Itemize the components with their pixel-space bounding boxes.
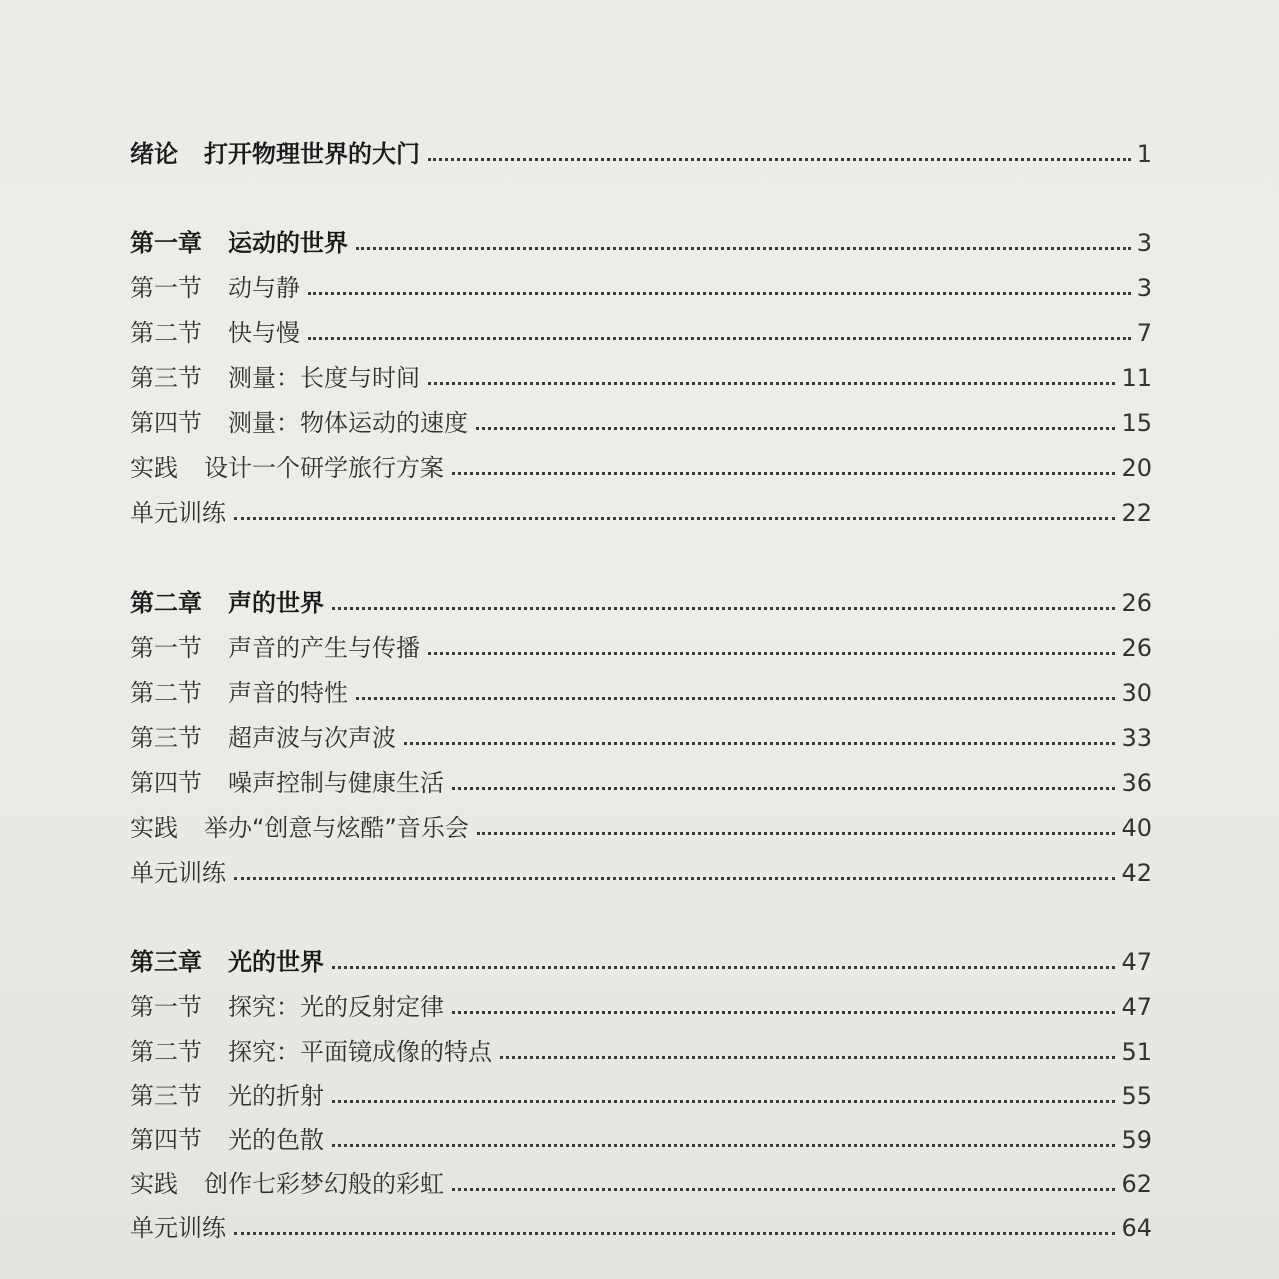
toc-label: 第四节 — [130, 409, 202, 437]
toc-page-number: 3 — [1136, 274, 1152, 302]
toc-title: 声音的特性 — [228, 679, 348, 707]
toc-page-number: 1 — [1136, 140, 1152, 168]
toc-title: 设计一个研学旅行方案 — [204, 454, 444, 482]
toc-title: 测量：长度与时间 — [228, 364, 420, 392]
toc-title: 超声波与次声波 — [228, 724, 396, 752]
toc-page-number: 33 — [1121, 724, 1152, 752]
toc-page-number: 51 — [1121, 1038, 1152, 1066]
toc-label: 第二节 — [130, 1038, 202, 1066]
toc-label: 第二节 — [130, 679, 202, 707]
toc-label: 第一节 — [130, 993, 202, 1021]
toc-section-row[interactable] — [130, 979, 1152, 1019]
toc-title: 打开物理世界的大门 — [204, 140, 420, 168]
leader-dots — [500, 1056, 1115, 1059]
toc-label: 第二章 — [130, 589, 202, 617]
toc-page-number: 30 — [1121, 679, 1152, 707]
toc-intro-row[interactable] — [130, 126, 1152, 166]
toc-chapter-row[interactable] — [130, 934, 1152, 974]
toc-entry-heading — [130, 142, 420, 166]
toc-entry-heading — [130, 1128, 324, 1152]
toc-label: 第三节 — [130, 364, 202, 392]
toc-practice-row[interactable] — [130, 800, 1152, 840]
leader-dots — [428, 652, 1115, 655]
toc-entry-heading — [130, 231, 348, 255]
toc-title: 举办“创意与炫酷”音乐会 — [204, 814, 469, 842]
leader-dots — [356, 697, 1115, 700]
toc-label: 实践 — [130, 814, 178, 842]
toc-page-number: 20 — [1121, 454, 1152, 482]
toc-page-number: 36 — [1121, 769, 1152, 797]
toc-section-row[interactable] — [130, 1068, 1152, 1108]
toc-page-number: 40 — [1121, 814, 1152, 842]
toc-label: 第一章 — [130, 229, 202, 257]
leader-dots — [234, 517, 1115, 520]
toc-title: 声的世界 — [228, 589, 324, 617]
toc-chapter-row[interactable] — [130, 215, 1152, 255]
toc-page-number: 42 — [1121, 859, 1152, 887]
leader-dots — [332, 607, 1115, 610]
toc-entry-heading — [130, 321, 300, 345]
toc-title: 光的折射 — [228, 1082, 324, 1110]
toc-page-number: 26 — [1121, 589, 1152, 617]
toc-label: 第三章 — [130, 948, 202, 976]
toc-page-number: 26 — [1121, 634, 1152, 662]
toc-exercise-row[interactable] — [130, 1200, 1152, 1240]
toc-section-row[interactable] — [130, 305, 1152, 345]
toc-label: 第一节 — [130, 634, 202, 662]
toc-title: 声音的产生与传播 — [228, 634, 420, 662]
toc-label: 第四节 — [130, 1126, 202, 1154]
leader-dots — [308, 337, 1131, 340]
toc-page-number: 15 — [1121, 409, 1152, 437]
leader-dots — [332, 966, 1115, 969]
leader-dots — [234, 1232, 1115, 1235]
leader-dots — [428, 158, 1131, 161]
toc-label: 第三节 — [130, 724, 202, 752]
toc-label: 第四节 — [130, 769, 202, 797]
leader-dots — [356, 247, 1131, 250]
toc-title: 探究：光的反射定律 — [228, 993, 444, 1021]
toc-chapter-row[interactable] — [130, 575, 1152, 615]
toc-section-row[interactable] — [130, 1024, 1152, 1064]
toc-title: 测量：物体运动的速度 — [228, 409, 468, 437]
toc-entry-heading — [130, 1172, 444, 1196]
toc-exercise-row[interactable] — [130, 845, 1152, 885]
toc-title: 探究：平面镜成像的特点 — [228, 1038, 492, 1066]
toc-title: 创作七彩梦幻般的彩虹 — [204, 1170, 444, 1198]
toc-entry-heading — [130, 366, 420, 390]
toc-entry-heading — [130, 995, 444, 1019]
leader-dots — [476, 427, 1115, 430]
toc-label: 实践 — [130, 1170, 178, 1198]
toc-label: 单元训练 — [130, 499, 226, 527]
toc-entry-heading — [130, 1216, 226, 1240]
toc-section-row[interactable] — [130, 665, 1152, 705]
toc-page-number: 64 — [1121, 1214, 1152, 1242]
leader-dots — [477, 832, 1116, 835]
toc-entry-heading — [130, 1040, 492, 1064]
toc-page-number: 47 — [1121, 993, 1152, 1021]
toc-practice-row[interactable] — [130, 1156, 1152, 1196]
toc-page-number: 22 — [1121, 499, 1152, 527]
toc-label: 第二节 — [130, 319, 202, 347]
toc-page-number: 55 — [1121, 1082, 1152, 1110]
toc-label: 第一节 — [130, 274, 202, 302]
toc-section-row[interactable] — [130, 755, 1152, 795]
toc-entry-heading — [130, 1084, 324, 1108]
toc-page-number: 47 — [1121, 948, 1152, 976]
toc-section-row[interactable] — [130, 395, 1152, 435]
leader-dots — [308, 292, 1131, 295]
leader-dots — [452, 472, 1115, 475]
toc-title: 快与慢 — [228, 319, 300, 347]
toc-entry-heading — [130, 591, 324, 615]
leader-dots — [234, 877, 1115, 880]
toc-title: 光的色散 — [228, 1126, 324, 1154]
toc-entry-heading — [130, 501, 226, 525]
leader-dots — [452, 787, 1115, 790]
leader-dots — [428, 382, 1115, 385]
toc-entry-heading — [130, 636, 420, 660]
toc-page-number: 3 — [1136, 229, 1152, 257]
toc-section-row[interactable] — [130, 620, 1152, 660]
toc-entry-heading — [130, 950, 324, 974]
toc-label: 绪论 — [130, 140, 178, 168]
toc-practice-row[interactable] — [130, 440, 1152, 480]
toc-label: 单元训练 — [130, 1214, 226, 1242]
toc-entry-heading — [130, 726, 396, 750]
toc-entry-heading — [130, 276, 300, 300]
toc-entry-heading — [130, 411, 468, 435]
toc-title: 噪声控制与健康生活 — [228, 769, 444, 797]
toc-label: 单元训练 — [130, 859, 226, 887]
leader-dots — [332, 1100, 1115, 1103]
leader-dots — [452, 1188, 1115, 1191]
toc-entry-heading — [130, 861, 226, 885]
leader-dots — [452, 1011, 1115, 1014]
toc-entry-heading — [130, 816, 469, 840]
toc-section-row[interactable] — [130, 260, 1152, 300]
toc-entry-heading — [130, 681, 348, 705]
toc-exercise-row[interactable] — [130, 485, 1152, 525]
toc-page-number: 11 — [1121, 364, 1152, 392]
toc-label: 实践 — [130, 454, 178, 482]
toc-title: 光的世界 — [228, 948, 324, 976]
toc-title: 动与静 — [228, 274, 300, 302]
leader-dots — [404, 742, 1115, 745]
toc-section-row[interactable] — [130, 1112, 1152, 1152]
toc-section-row[interactable] — [130, 350, 1152, 390]
toc-entry-heading — [130, 771, 444, 795]
toc-section-row[interactable] — [130, 710, 1152, 750]
toc-entry-heading — [130, 456, 444, 480]
toc-title: 运动的世界 — [228, 229, 348, 257]
toc-page-number: 62 — [1121, 1170, 1152, 1198]
leader-dots — [332, 1144, 1115, 1147]
toc-page-number: 7 — [1136, 319, 1152, 347]
toc-label: 第三节 — [130, 1082, 202, 1110]
toc-page-number: 59 — [1121, 1126, 1152, 1154]
